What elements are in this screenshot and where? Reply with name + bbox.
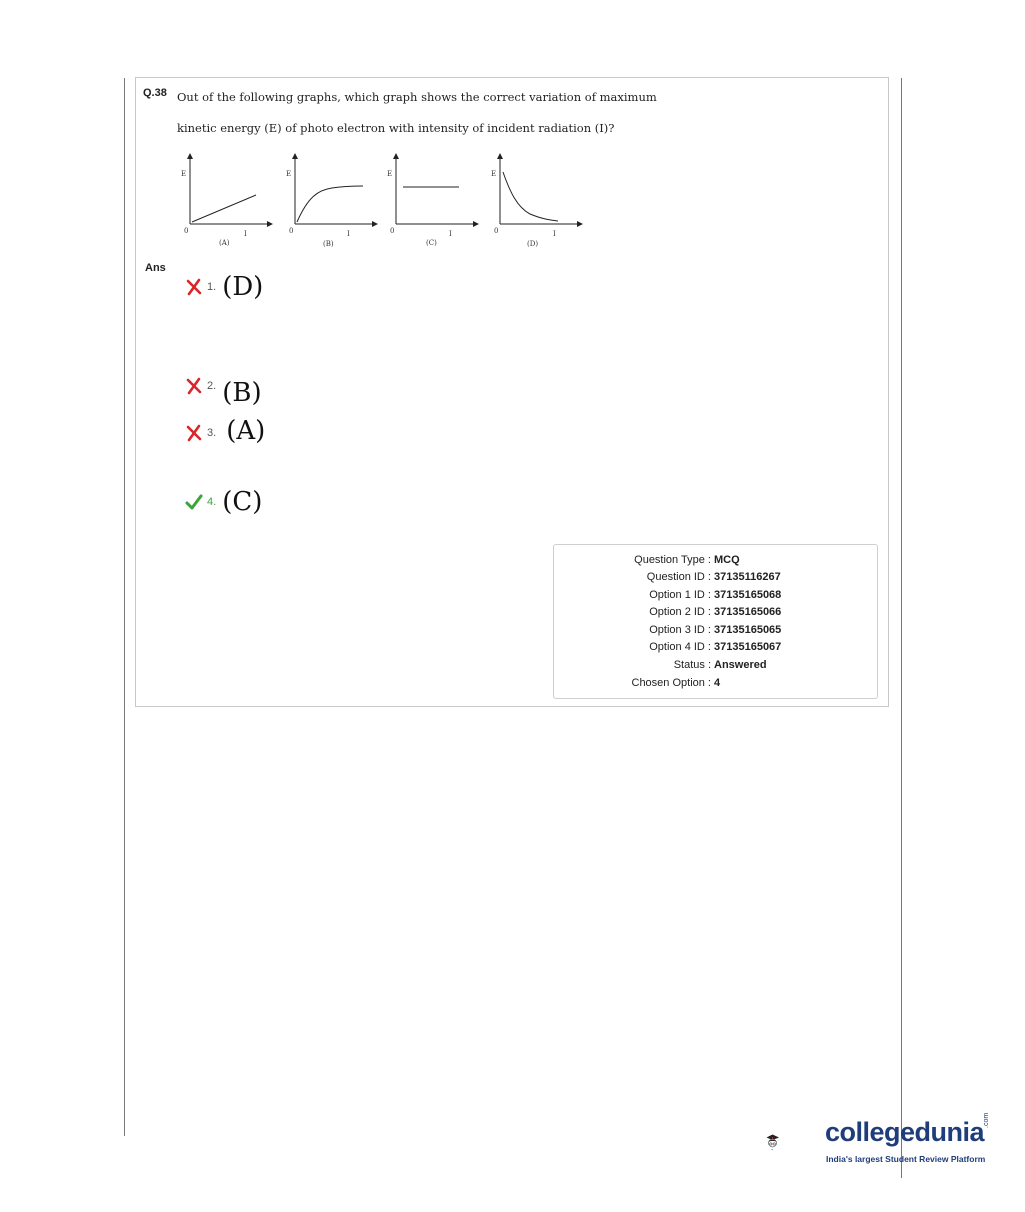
graph-c-origin: 0 [390, 227, 395, 235]
brand-tagline: India's largest Student Review Platform [826, 1154, 986, 1164]
graph-d-label: (D) [527, 240, 539, 248]
graph-d-y-label: E [491, 170, 497, 178]
question-text-line-1: Out of the following graphs, which graph shows the correct variation of maximum [177, 90, 657, 104]
graph-a-origin: 0 [184, 227, 189, 235]
info-question-type: Question Type : MCQ [634, 554, 740, 566]
brand-name: collegedunia [825, 1117, 985, 1147]
graph-a-y-label: E [181, 170, 187, 178]
graph-b [286, 156, 375, 248]
graph-b-x-label: I [347, 230, 350, 238]
graph-d-origin: 0 [494, 227, 499, 235]
info-question-id: Question ID : 37135116267 [646, 571, 781, 583]
option-2-value: (B) [222, 378, 262, 408]
question-number: Q.38 [143, 87, 167, 99]
option-2-number: 2. [207, 380, 217, 392]
graph-b-y-label: E [286, 170, 292, 178]
option-3[interactable] [185, 416, 266, 446]
option-4[interactable] [185, 487, 262, 517]
graph-b-label: (B) [323, 240, 334, 248]
info-chosen-option: Chosen Option : 4 [631, 677, 721, 689]
option-1-number: 1. [207, 281, 217, 293]
right-border-line [901, 78, 902, 1178]
info-status: Status : Answered [673, 659, 767, 671]
option-1-value: (D) [222, 272, 264, 302]
graph-d-curve [503, 172, 558, 221]
option-3-value: (A) [226, 416, 266, 446]
graph-c [387, 156, 476, 247]
info-option-4-id: Option 4 ID : 37135165067 [649, 641, 782, 653]
graph-c-x-label: I [449, 230, 452, 238]
option-4-value: (C) [222, 487, 263, 517]
option-1[interactable] [185, 272, 263, 302]
cross-icon [185, 424, 203, 442]
graph-b-origin: 0 [289, 227, 294, 235]
check-icon [185, 493, 203, 511]
graph-c-label: (C) [426, 239, 437, 247]
left-border-line [124, 78, 125, 1136]
collegedunia-logo [765, 1103, 825, 1183]
answer-label: Ans [145, 262, 166, 274]
info-option-3-id: Option 3 ID : 37135165065 [649, 624, 782, 636]
option-2[interactable] [185, 364, 262, 408]
graph-b-curve [297, 186, 363, 222]
graph-d [491, 156, 580, 248]
graph-a-x-label: I [244, 230, 247, 238]
question-text-line-2: kinetic energy (E) of photo electron with intensity of incident radiation (I)? [177, 121, 615, 135]
graphs-figure [170, 152, 590, 252]
option-3-number: 3. [207, 427, 217, 439]
info-option-1-id: Option 1 ID : 37135165068 [649, 589, 782, 601]
cross-icon [185, 278, 203, 296]
info-option-2-id: Option 2 ID : 37135165066 [649, 606, 782, 618]
mascot-icon [767, 1135, 780, 1151]
graph-d-x-label: I [553, 230, 556, 238]
graph-a-label: (A) [219, 239, 230, 247]
graph-a-curve [192, 195, 256, 222]
cross-icon [185, 377, 203, 395]
graph-c-y-label: E [387, 170, 393, 178]
brand-suffix: .com [983, 1112, 990, 1128]
graph-a [181, 156, 270, 247]
option-4-number: 4. [207, 496, 217, 508]
